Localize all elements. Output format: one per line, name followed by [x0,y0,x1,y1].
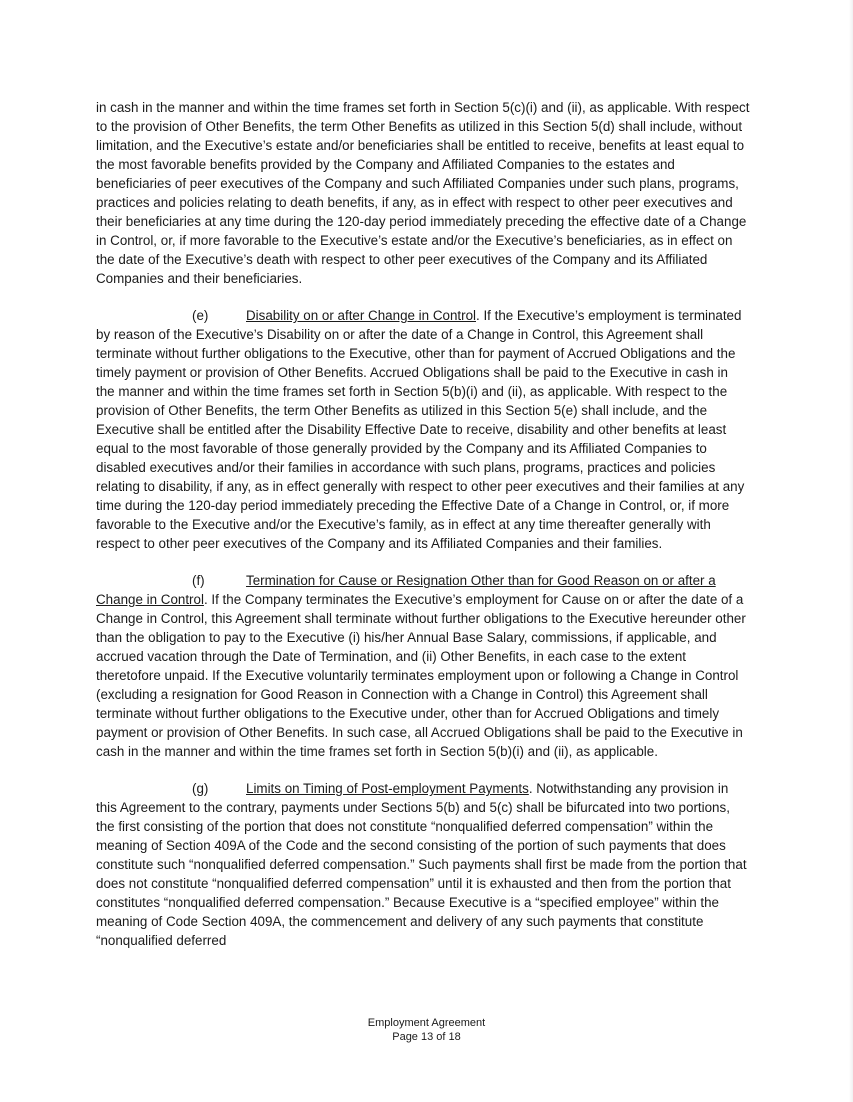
section-label-e: (e) [192,308,209,323]
scan-edge-shadow [849,0,853,1102]
paragraph-g [96,779,750,950]
page-footer [0,1016,853,1044]
section-heading-e: Disability on or after Change in Control [246,308,476,323]
section-heading-f: Termination for Cause or Resignation Other than for Good Reason on or after a Change in Control [96,573,716,607]
section-label-f: (f) [192,573,205,588]
paragraph-e [96,306,750,553]
section-body-f: . If the Company terminates the Executive’s employment for Cause on or after the date of a Change in Control, this Agreement shall terminate without further obligations to the Executive hereunder other than the obligation to pay to the Executive (i) his/her Annual Base Salary, commissions, if applicable, and accrued vacation through the Date of Termination, and (ii) Other Benefits, in each case to the extent theretofore unpaid. If the Executive voluntarily terminates employment upon or following a Change in Control (excluding a resignation for Good Reason in Connection with a Change in Control) this Agreement shall terminate without further obligations to the Executive under, other than for Accrued Obligations and timely payment or provision of Other Benefits. In such case, all Accrued Obligations shall be paid to the Executive in cash in the manner and within the time frames set forth in Section 5(b)(i) and (ii), as applicable. [96,592,746,759]
footer-title: Employment Agreement [367,1017,486,1029]
section-body-e: . If the Executive’s employment is terminated by reason of the Executive’s Disability on or after the date of a Change in Control, this Agreement shall terminate without further obligations to the Executive, other than for payment of Accrued Obligations and the timely payment or provision of Other Benefits. Accrued Obligations shall be paid to the Executive in cash in the manner and within the time frames set forth in Section 5(b)(i) and (ii), as applicable. With respect to the provision of Other Benefits, the term Other Benefits as utilized in this Section 5(e) shall include, and the Executive shall be entitled after the Disability Effective Date to receive, disability and other benefits at least equal to the most favorable of those generally provided by the Company and its Affiliated Companies to disabled executives and/or their families in accordance with such plans, programs, practices and policies relating to disability, if any, as in effect generally with respect to other peer executives and their families at any time during the 120-day period immediately preceding the Effective Date of a Change in Control, or, if more favorable to the Executive and/or the Executive’s family, as in effect at any time thereafter generally with respect to other peer executives of the Company and its Affiliated Companies and their families. [96,308,745,551]
paragraph-f [96,571,750,761]
document-page [96,98,750,968]
section-body-g: . Notwithstanding any provision in this Agreement to the contrary, payments under Sections 5(b) and 5(c) shall be bifurcated into two portions, the first consisting of the portion that does not constitute “nonqualified deferred compensation” within the meaning of Section 409A of the Code and the second consisting of the portion of such payments that does constitute such “nonqualified deferred compensation.” Such payments shall first be made from the portion that does not constitute “nonqualified deferred compensation” until it is exhausted and then from the portion that constitutes “nonqualified deferred compensation.” Because Executive is a “specified employee” within the meaning of Code Section 409A, the commencement and delivery of any such payments that constitute “nonqualified deferred [96,781,747,948]
paragraph-continuation: in cash in the manner and within the time frames set forth in Section 5(c)(i) and (ii), as applicable. With respect to the provision of Other Benefits, the term Other Benefits as utilized in this Section 5(d) shall include, without limitation, and the Executive’s estate and/or beneficiaries shall be entitled to receive, benefits at least equal to the most favorable benefits provided by the Company and Affiliated Companies to the estates and beneficiaries of peer executives of the Company and such Affiliated Companies under such plans, programs, practices and policies relating to death benefits, if any, as in effect with respect to other peer executives and their beneficiaries at any time during the 120-day period immediately preceding the effective date of a Change in Control, or, if more favorable to the Executive’s estate and/or the Executive’s beneficiaries, as in effect on the date of the Executive’s death with respect to other peer executives of the Company and its Affiliated Companies and their beneficiaries. [96,100,750,286]
footer-page-number: Page 13 of 18 [392,1031,461,1043]
section-label-g: (g) [192,781,209,796]
section-heading-g: Limits on Timing of Post-employment Payments [246,781,529,796]
